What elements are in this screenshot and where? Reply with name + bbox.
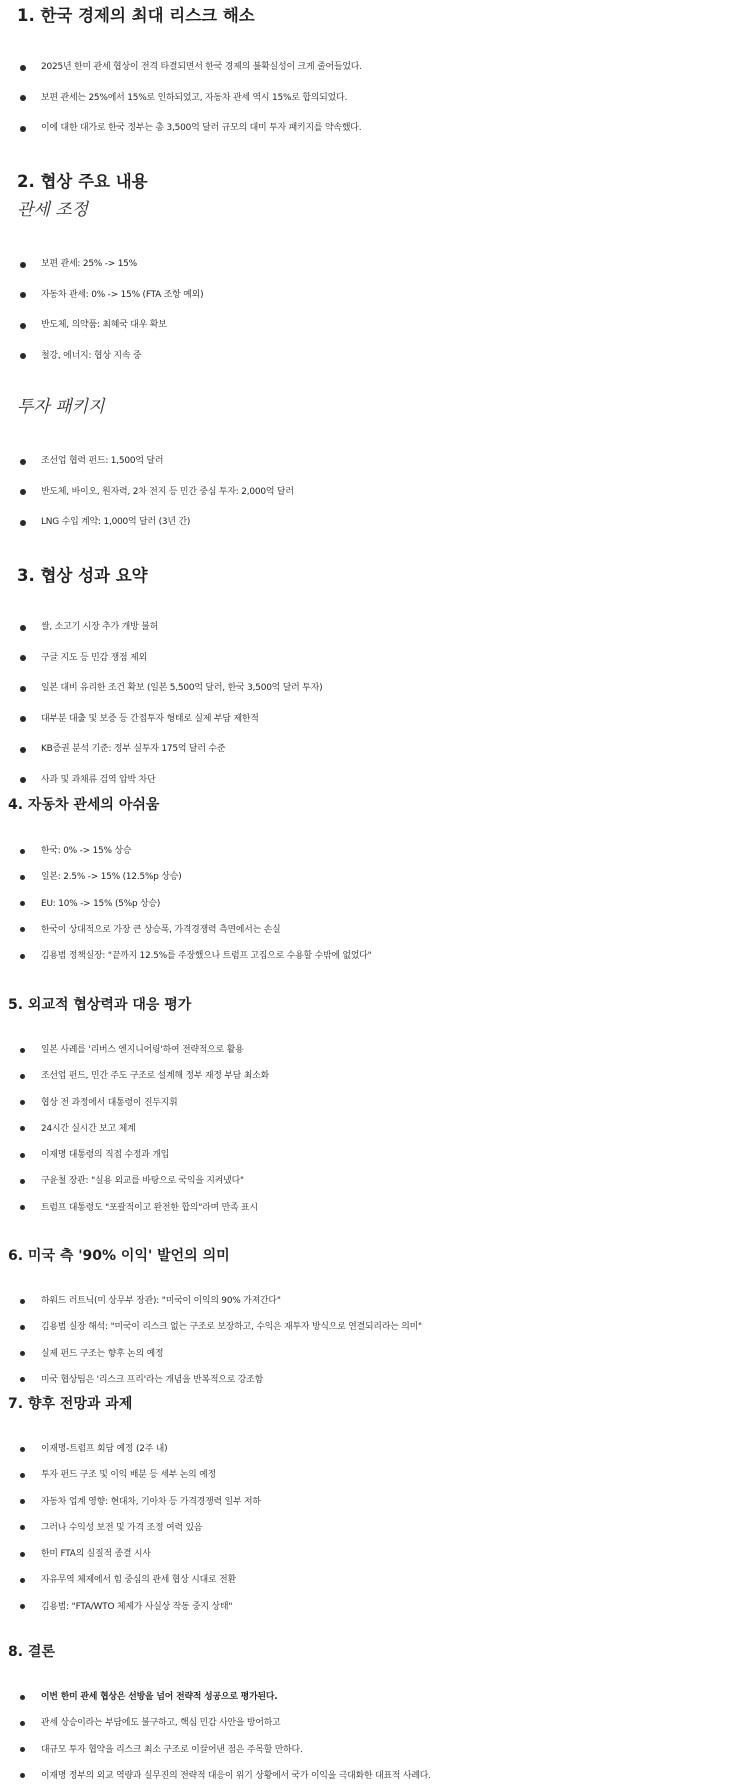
list-item: 그러나 수익성 보전 및 가격 조정 여력 있음 <box>0 1515 750 1541</box>
section-5-list <box>0 1037 750 1221</box>
list-item: 24시간 실시간 보고 체계 <box>0 1116 750 1142</box>
subheading: 투자 패키지 <box>17 397 105 417</box>
list-item: EU: 10% -> 15% (5%p 상승) <box>0 891 750 917</box>
list-item: 미국 협상팀은 '리스크 프리'라는 개념을 반복적으로 강조함 <box>0 1367 750 1393</box>
list-item-emphasis: 이번 한미 관세 협상은 선방을 넘어 전략적 성공으로 평가된다. <box>0 1684 750 1710</box>
list-item: 김용범: "FTA/WTO 체제가 사실상 작동 중지 상태" <box>0 1594 750 1620</box>
investment-list <box>0 446 750 538</box>
section-heading: 5. 외교적 협상력과 대응 평가 <box>8 997 192 1013</box>
list-item: 반도체, 의약품: 최혜국 대우 확보 <box>0 310 750 341</box>
section-7 <box>8 1394 750 1414</box>
list-item: 보편 관세는 25%에서 15%로 인하되었고, 자동차 관세 역시 15%로 합의되었다. <box>0 83 750 114</box>
list-item: 일본: 2.5% -> 15% (12.5%p 상승) <box>0 864 750 890</box>
section-heading: 4. 자동차 관세의 아쉬움 <box>8 797 160 813</box>
list-item: 구글 지도 등 민감 쟁점 제외 <box>0 643 750 674</box>
list-item: 2025년 한미 관세 협상이 전격 타결되면서 한국 경제의 불확실성이 크게 줄어들었다. <box>0 52 750 83</box>
list-item: 일본 대비 유리한 조건 확보 (일본 5,500억 달러, 한국 3,500억 달러 투자) <box>0 673 750 704</box>
section-7-list <box>0 1436 750 1620</box>
section-heading: 8. 결론 <box>8 1644 55 1660</box>
section-3-list <box>0 612 750 795</box>
list-item: 보편 관세: 25% -> 15% <box>0 249 750 280</box>
section-heading: 6. 미국 측 '90% 이익' 발언의 의미 <box>8 1248 230 1264</box>
list-item: 구윤철 장관: "실용 외교를 바탕으로 국익을 지켜냈다" <box>0 1168 750 1194</box>
section-6-list <box>0 1288 750 1393</box>
list-item: 김용범 실장 해석: "미국이 리스크 없는 구조로 보장하고, 수익은 재투자 방식으로 연결되리라는 의미" <box>0 1314 750 1340</box>
list-item: 자동차 관세: 0% -> 15% (FTA 조항 예외) <box>0 280 750 311</box>
section-4 <box>8 795 750 815</box>
list-item: 이에 대한 대가로 한국 정부는 총 3,500억 달러 규모의 대미 투자 패키지를 약속했다. <box>0 113 750 144</box>
list-item: LNG 수입 계약: 1,000억 달러 (3년 간) <box>0 507 750 538</box>
section-heading: 3. 협상 성과 요약 <box>17 566 148 585</box>
list-item: 사과 및 과채류 검역 압박 차단 <box>0 765 750 796</box>
list-item: 철강, 에너지: 협상 지속 중 <box>0 341 750 372</box>
subheading-tariff <box>17 199 750 221</box>
list-item: 투자 펀드 구조 및 이익 배분 등 세부 논의 예정 <box>0 1462 750 1488</box>
section-heading: 2. 협상 주요 내용 <box>17 172 148 191</box>
list-item: 반도체, 바이오, 원자력, 2차 전지 등 민간 중심 투자: 2,000억 달러 <box>0 477 750 508</box>
list-item: 조선업 펀드, 민간 주도 구조로 설계해 정부 재정 부담 최소화 <box>0 1063 750 1089</box>
section-6 <box>8 1246 750 1266</box>
list-item: 협상 전 과정에서 대통령이 진두지휘 <box>0 1090 750 1116</box>
list-item: 조선업 협력 펀드: 1,500억 달러 <box>0 446 750 477</box>
section-2 <box>17 171 750 193</box>
list-item: 실제 펀드 구조는 향후 논의 예정 <box>0 1341 750 1367</box>
list-item: 일본 사례를 '리버스 엔지니어링'하여 전략적으로 활용 <box>0 1037 750 1063</box>
subheading: 관세 조정 <box>17 200 89 220</box>
list-item: 자동차 업계 영향: 현대차, 기아차 등 가격경쟁력 일부 저하 <box>0 1489 750 1515</box>
list-item: 자유무역 체제에서 힘 중심의 관세 협상 시대로 전환 <box>0 1567 750 1593</box>
list-item: 한국: 0% -> 15% 상승 <box>0 838 750 864</box>
list-item: 하워드 러트닉(미 상무부 장관): "미국이 이익의 90% 가져간다" <box>0 1288 750 1314</box>
section-heading: 1. 한국 경제의 최대 리스크 해소 <box>17 6 255 25</box>
section-heading: 7. 향후 전망과 과제 <box>8 1396 133 1412</box>
section-1 <box>17 5 750 27</box>
section-8 <box>8 1642 750 1662</box>
list-item: 한미 FTA의 실질적 종결 시사 <box>0 1541 750 1567</box>
section-1-list <box>0 52 750 144</box>
list-item: 김용범 정책실장: "끝까지 12.5%를 주장했으나 트럼프 고집으로 수용할 수밖에 없었다" <box>0 943 750 969</box>
list-item: 이재명-트럼프 회담 예정 (2주 내) <box>0 1436 750 1462</box>
list-item: 한국이 상대적으로 가장 큰 상승폭, 가격경쟁력 측면에서는 손실 <box>0 917 750 943</box>
conclusion-list <box>0 1684 750 1789</box>
list-item: 관세 상승이라는 부담에도 불구하고, 핵심 민감 사안을 방어하고 <box>0 1710 750 1736</box>
list-item: 대규모 투자 협약을 리스크 최소 구조로 이끌어낸 점은 주목할 만하다. <box>0 1737 750 1763</box>
list-item: 트럼프 대통령도 "포괄적이고 완전한 합의"라며 만족 표시 <box>0 1195 750 1221</box>
list-item: KB증권 분석 기준: 정부 실투자 175억 달러 수준 <box>0 734 750 765</box>
section-4-list <box>0 838 750 969</box>
subheading-investment <box>17 396 750 418</box>
list-item: 이재명 정부의 외교 역량과 실무진의 전략적 대응이 위기 상황에서 국가 이익을 극대화한 대표적 사례다. <box>0 1763 750 1789</box>
tariff-list <box>0 249 750 371</box>
list-item: 쌀, 소고기 시장 추가 개방 불허 <box>0 612 750 643</box>
list-item: 대부분 대출 및 보증 등 간접투자 형태로 실제 부담 제한적 <box>0 704 750 735</box>
section-3 <box>17 565 750 587</box>
list-item: 이재명 대통령의 직접 수정과 개입 <box>0 1142 750 1168</box>
section-5 <box>8 995 750 1015</box>
